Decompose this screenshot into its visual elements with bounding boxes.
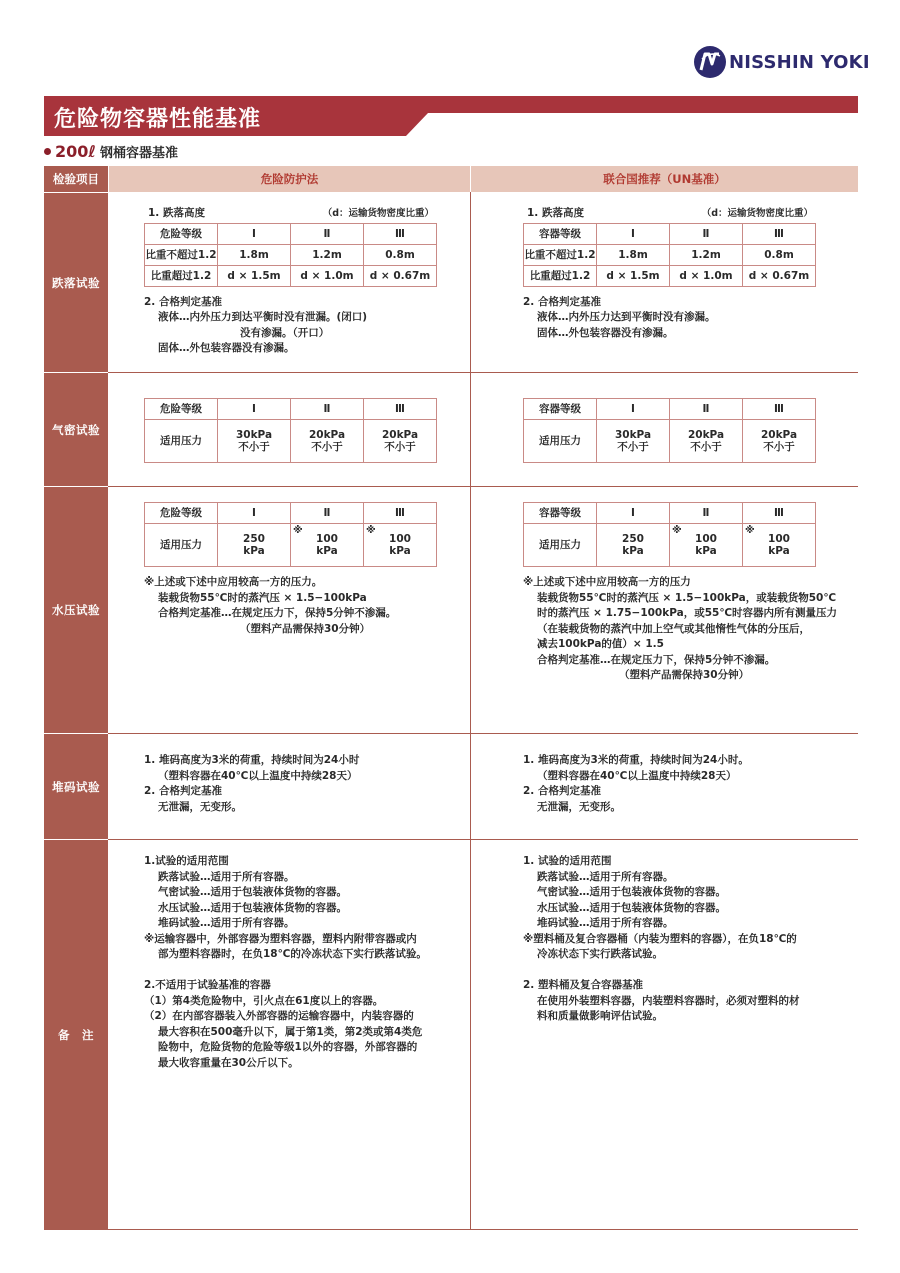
grid-row [524, 524, 816, 567]
grid-row [145, 420, 437, 463]
grid-label-cell: 危险等级 [145, 223, 218, 244]
header-col-b: 联合国推荐（UN基准） [471, 166, 858, 192]
standards-table [44, 166, 858, 1230]
remarks-line [523, 963, 800, 979]
grid-value-cell: 1.2m [670, 244, 743, 265]
remarks-line: 部为塑料容器时，在负18℃的冷冻状态下实行跌落试验。 [158, 948, 427, 960]
drop-col-a [144, 206, 437, 357]
grid-row [524, 223, 816, 244]
hydro-notes-a [144, 575, 437, 637]
grid-value-cell: Ⅰ [218, 399, 291, 420]
stack-line: 2. 合格判定基准 [144, 785, 222, 797]
grid-value-cell: 250 kPa [597, 524, 670, 567]
grid-value-cell: Ⅲ [364, 399, 437, 420]
row-label-airtight: 气密试验 [44, 373, 108, 486]
grid-value-cell: d × 1.5m [597, 265, 670, 286]
grid-value-cell: Ⅲ [364, 223, 437, 244]
grid-value-cell: Ⅰ [597, 223, 670, 244]
grid-row [524, 503, 816, 524]
remarks-line: （1）第4类危险物中，引火点在61度以上的容器。 [144, 994, 384, 1007]
column-divider [470, 192, 471, 1230]
note-line: （在装载货物的蒸汽中加上空气或其他惰性气体的分压后， [537, 622, 810, 635]
grid-row [145, 244, 437, 265]
note-line: （塑料产品需保持30分钟） [619, 669, 750, 681]
drop-heading-a [144, 206, 434, 222]
grid-row [524, 420, 816, 463]
grid-value-cell: Ⅱ [670, 223, 743, 244]
grid-row [145, 399, 437, 420]
remarks-line: 2.不适用于试验基准的容器 [144, 979, 271, 991]
grid-value-cell: Ⅱ [670, 503, 743, 524]
drop-heading-b [523, 206, 813, 222]
grid-value-cell: ※ 100 kPa [291, 524, 364, 567]
grid-value-cell: 250 kPa [218, 524, 291, 567]
title-band [44, 96, 858, 136]
stack-line: 1. 堆码高度为3米的荷重，持续时间为24小时。 [523, 754, 749, 766]
remarks-line: 气密试验…适用于包装液体货物的容器。 [537, 886, 726, 898]
footnote-mark: ※ [672, 525, 682, 536]
divider [108, 372, 858, 373]
criteria-line: 液体…内外压力达到平衡时没有渗漏。 [537, 311, 716, 323]
grid-row [524, 399, 816, 420]
grid-row [145, 503, 437, 524]
hydro-col-a [144, 502, 437, 637]
grid-value-cell: Ⅱ [291, 223, 364, 244]
remarks-line: 最大收容重量在30公斤以下。 [158, 1056, 299, 1069]
divider [108, 733, 858, 734]
drop-criteria-b [523, 295, 816, 342]
footnote-mark: ※ [293, 525, 303, 536]
remarks-line: 1.试验的适用范围 [144, 855, 229, 867]
grid-value-cell: 1.2m [291, 244, 364, 265]
note-line: 合格判定基准…在规定压力下，保持5分钟不渗漏。 [158, 607, 397, 619]
note-line: 装载货物55℃时的蒸汽压 × 1.5−100kPa [158, 591, 367, 604]
row-label-drop: 跌落试验 [44, 193, 108, 372]
stack-line: 1. 堆码高度为3米的荷重，持续时间为24小时 [144, 754, 360, 766]
note-line: ※上述或下述中应用较高一方的压力。 [144, 576, 323, 588]
grid-value-cell: d × 1.0m [670, 265, 743, 286]
row-label-hydro: 水压试验 [44, 487, 108, 733]
grid-value-cell: 0.8m [364, 244, 437, 265]
remarks-line: 堆码试验…适用于所有容器。 [158, 917, 295, 929]
grid-value-cell: Ⅲ [743, 399, 816, 420]
grid-value-cell: Ⅲ [364, 503, 437, 524]
grid-value-cell: ※ 100 kPa [670, 524, 743, 567]
remarks-line [144, 963, 427, 979]
grid-value-cell: d × 1.5m [218, 265, 291, 286]
grid-row [145, 265, 437, 286]
stack-line: 无泄漏，无变形。 [158, 800, 242, 813]
criteria-line: 固体…外包装容器没有渗漏。 [537, 326, 674, 339]
hydro-notes-b [523, 575, 837, 684]
note-line: 装载货物55℃时的蒸汽压 × 1.5−100kPa，或装载货物50℃ [537, 591, 837, 604]
section-subtitle [44, 142, 178, 161]
nisshin-logo-icon [693, 45, 727, 79]
drop-heading-text: 1. 跌落高度 [148, 207, 205, 219]
grid-value-cell: Ⅰ [597, 503, 670, 524]
page-title: 危险物容器性能基准 [54, 107, 262, 132]
airtight-col-a [144, 398, 437, 463]
subtitle-text: 钢桶容器基准 [99, 146, 178, 161]
grid-value-cell: 20kPa 不小于 [670, 420, 743, 463]
grid-value-cell: d × 1.0m [291, 265, 364, 286]
stack-line: （塑料容器在40℃以上温度中持续28天） [537, 769, 737, 782]
brand-logo [693, 42, 870, 82]
criteria-line: 2. 合格判定基准 [523, 295, 601, 308]
grid-label-cell: 适用压力 [524, 420, 597, 463]
criteria-line: 固体…外包装容器没有渗漏。 [158, 342, 295, 354]
grid-label-cell: 容器等级 [524, 399, 597, 420]
criteria-line: 液体…内外压力到达平衡时没有泄漏。(闭口) [158, 311, 368, 323]
grid-value-cell: Ⅱ [670, 399, 743, 420]
grid-label-cell: 适用压力 [524, 524, 597, 567]
remarks-line: 2. 塑料桶及复合容器基准 [523, 979, 643, 991]
grid-value-cell: 1.8m [218, 244, 291, 265]
grid-row [524, 244, 816, 265]
remarks-line: 气密试验…适用于包装液体货物的容器。 [158, 886, 347, 898]
grid-value-cell: Ⅱ [291, 503, 364, 524]
grid-value-cell: 20kPa 不小于 [364, 420, 437, 463]
remarks-line: ※塑料桶及复合容器桶（内装为塑料的容器），在负18℃的 [523, 932, 797, 945]
remarks-line: 在使用外装塑料容器，内装塑料容器时，必须对塑料的材 [537, 994, 800, 1007]
footnote-mark: ※ [745, 525, 755, 536]
drop-criteria-a [144, 295, 437, 357]
grid-label-cell: 容器等级 [524, 503, 597, 524]
grid-row [145, 524, 437, 567]
remarks-line: （2）在内部容器装入外部容器的运输容器中，内装容器的 [144, 1010, 414, 1022]
brand-name: NISSHIN YOKI [729, 51, 870, 73]
remarks-line: 跌落试验…适用于所有容器。 [537, 870, 674, 883]
remarks-line: 最大容积在500毫升以下，属于第1类，第2类或第4类危 [158, 1025, 423, 1038]
stack-line: 无泄漏，无变形。 [537, 800, 621, 813]
grid-value-cell: 30kPa 不小于 [597, 420, 670, 463]
remarks-line: 跌落试验…适用于所有容器。 [158, 870, 295, 883]
grid-label-cell: 危险等级 [145, 503, 218, 524]
note-line: （塑料产品需保持30分钟） [240, 622, 371, 635]
grid-label-cell: 适用压力 [145, 524, 218, 567]
grid-label-cell: 适用压力 [145, 420, 218, 463]
drop-heading-note: （d：运输货物密度比重） [322, 208, 434, 219]
hydro-col-b [523, 502, 837, 684]
remarks-line: 堆码试验…适用于所有容器。 [537, 917, 674, 929]
subtitle-volume: 200ℓ [55, 142, 96, 161]
stack-col-b [523, 753, 749, 815]
grid-value-cell: ※ 100 kPa [743, 524, 816, 567]
remarks-line: 1. 试验的适用范围 [523, 855, 612, 867]
stack-line: 2. 合格判定基准 [523, 785, 601, 797]
grid-value-cell: 30kPa 不小于 [218, 420, 291, 463]
grid-value-cell: Ⅲ [743, 223, 816, 244]
remarks-line: 水压试验…适用于包装液体货物的容器。 [158, 901, 347, 914]
grid-label-cell: 危险等级 [145, 399, 218, 420]
grid-label-cell: 比重不超过1.2 [524, 244, 597, 265]
grid-label-cell: 比重超过1.2 [524, 265, 597, 286]
grid-label-cell: 容器等级 [524, 223, 597, 244]
grid-value-cell: 20kPa 不小于 [743, 420, 816, 463]
remarks-line: 料和质量做影响评估试验。 [537, 1010, 663, 1022]
grid-value-cell: Ⅱ [291, 399, 364, 420]
remarks-col-b [523, 854, 800, 1025]
divider [108, 839, 858, 840]
remarks-line: 水压试验…适用于包装液体货物的容器。 [537, 901, 726, 914]
grid-value-cell: 1.8m [597, 244, 670, 265]
note-line: 减去100kPa的值）× 1.5 [537, 638, 664, 650]
airtight-table-b [523, 398, 816, 463]
grid-value-cell: d × 0.67m [364, 265, 437, 286]
grid-label-cell: 比重超过1.2 [145, 265, 218, 286]
row-label-remarks: 备 注 [44, 840, 108, 1230]
stack-col-a [144, 753, 359, 815]
grid-value-cell: Ⅲ [743, 503, 816, 524]
drop-heading-text: 1. 跌落高度 [527, 207, 584, 219]
note-line: ※上述或下述中应用较高一方的压力 [523, 576, 691, 588]
grid-row [145, 223, 437, 244]
grid-label-cell: 比重不超过1.2 [145, 244, 218, 265]
grid-value-cell: Ⅰ [218, 503, 291, 524]
divider [108, 1229, 858, 1230]
divider [108, 486, 858, 487]
drop-table-a [144, 223, 437, 287]
row-label-stack: 堆码试验 [44, 734, 108, 839]
grid-row [524, 265, 816, 286]
bullet-icon [44, 148, 51, 155]
footnote-mark: ※ [366, 525, 376, 536]
hydro-table-a [144, 502, 437, 567]
grid-value-cell: 20kPa 不小于 [291, 420, 364, 463]
drop-table-b [523, 223, 816, 287]
note-line: 合格判定基准…在规定压力下，保持5分钟不渗漏。 [537, 653, 776, 666]
airtight-col-b [523, 398, 816, 463]
remarks-line: 险物中，危险货物的危险等级1以外的容器，外部容器的 [158, 1041, 418, 1053]
grid-value-cell: ※ 100 kPa [364, 524, 437, 567]
airtight-table-a [144, 398, 437, 463]
criteria-line: 2. 合格判定基准 [144, 295, 222, 308]
drop-heading-note: （d：运输货物密度比重） [701, 208, 813, 219]
remarks-line: ※运输容器中，外部容器为塑料容器，塑料内附带容器或内 [144, 932, 417, 945]
grid-value-cell: 0.8m [743, 244, 816, 265]
drop-col-b [523, 206, 816, 341]
hydro-table-b [523, 502, 816, 567]
remarks-line: 冷冻状态下实行跌落试验。 [537, 948, 663, 960]
header-item: 检验项目 [44, 166, 108, 192]
grid-value-cell: d × 0.67m [743, 265, 816, 286]
remarks-col-a [144, 854, 427, 1071]
grid-value-cell: Ⅰ [597, 399, 670, 420]
note-line: 时的蒸汽压 × 1.75−100kPa，或55℃时容器内所有测量压力 [537, 607, 838, 619]
header-col-a: 危险防护法 [109, 166, 470, 192]
grid-value-cell: Ⅰ [218, 223, 291, 244]
criteria-line: 没有渗漏。（开口） [240, 326, 330, 339]
stack-line: （塑料容器在40℃以上温度中持续28天） [158, 769, 358, 782]
